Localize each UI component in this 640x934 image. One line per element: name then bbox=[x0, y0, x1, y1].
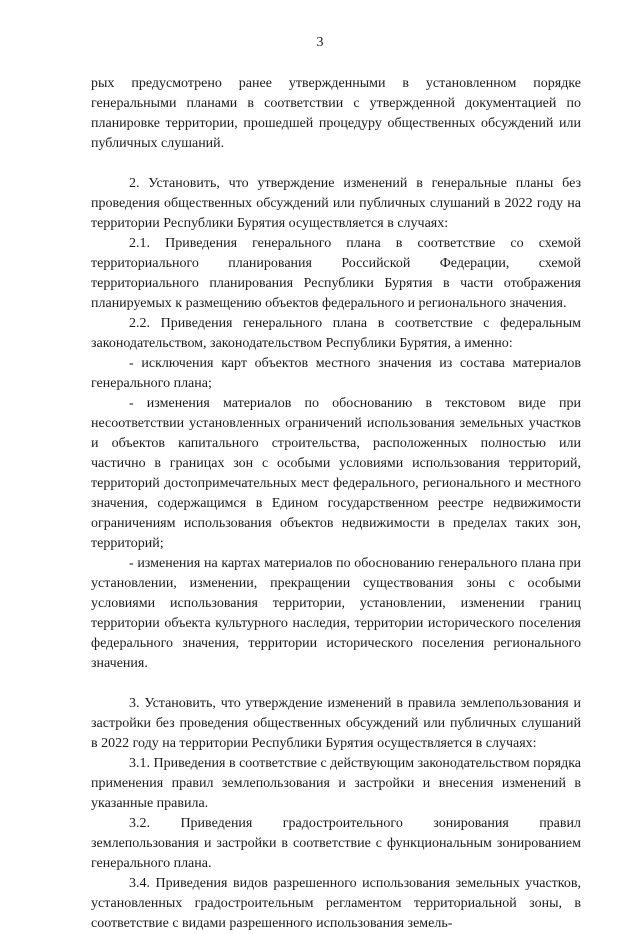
page-number: 3 bbox=[316, 35, 324, 50]
paragraph-continuation: рых предусмотрено ранее утвержденными в установленном порядке генеральными планами в соответствии с утвержденной документацией по планировке территории, прошедшей процедуру общественных обсуждений или публичных слушаний. bbox=[91, 76, 581, 151]
paragraph-item-2-1: 2.1. Приведения генерального плана в соответствие со схемой территориального планирования Российской Федерации, схемой территориального планирования Республики Бурятия в части отображения планируемых к размещению объектов федерального и регионального значения. bbox=[91, 236, 581, 311]
paragraph-item-2-2: 2.2. Приведения генерального плана в соответствие с федеральным законодательством, законодательством Республики Бурятия, а именно: bbox=[91, 316, 581, 351]
paragraph-item-3: 3. Установить, что утверждение изменений в правила землепользования и застройки без проведения общественных обсуждений или публичных слушаний в 2022 году на территории Республики Бурятия осуществляется в случаях: bbox=[91, 696, 581, 751]
document-body bbox=[91, 74, 581, 934]
paragraph-bullet-3: - изменения на картах материалов по обоснованию генерального плана при установлении, изменении, прекращении существования зоны с особыми условиями использования территории, установлении, изменении границ территории объекта культурного наследия, территории исторического поселения федерального значения, территории исторического поселения регионального значения. bbox=[91, 556, 581, 671]
paragraph-bullet-1: - исключения карт объектов местного значения из состава материалов генерального плана; bbox=[91, 356, 581, 391]
paragraph-item-3-4: 3.4. Приведения видов разрешенного использования земельных участков, установленных градостроительным регламентом территориальной зоны, в соответствие с видами разрешенного использования земель- bbox=[91, 876, 581, 931]
paragraph-item-3-2: 3.2. Приведения градостроительного зонирования правил землепользования и застройки в соответствие с функциональным зонированием генерального плана. bbox=[91, 816, 581, 871]
paragraph-item-2: 2. Установить, что утверждение изменений в генеральные планы без проведения общественных обсуждений или публичных слушаний в 2022 году на территории Республики Бурятия осуществляется в случаях: bbox=[91, 176, 581, 231]
paragraph-item-3-1: 3.1. Приведения в соответствие с действующим законодательством порядка применения правил землепользования и застройки и внесения изменений в указанные правила. bbox=[91, 756, 581, 811]
paragraph-bullet-2: - изменения материалов по обоснованию в текстовом виде при несоответствии установленных ограничений использования земельных участков и объектов капитального строительства, расположенных полностью или частично в границах зон с особыми условиями использования территорий, территорий достопримечательных мест федерального, регионального и местного значения, содержащимся в Едином государственном реестре недвижимости ограничениям использования объектов недвижимости в пределах таких зон, территорий; bbox=[91, 396, 581, 551]
